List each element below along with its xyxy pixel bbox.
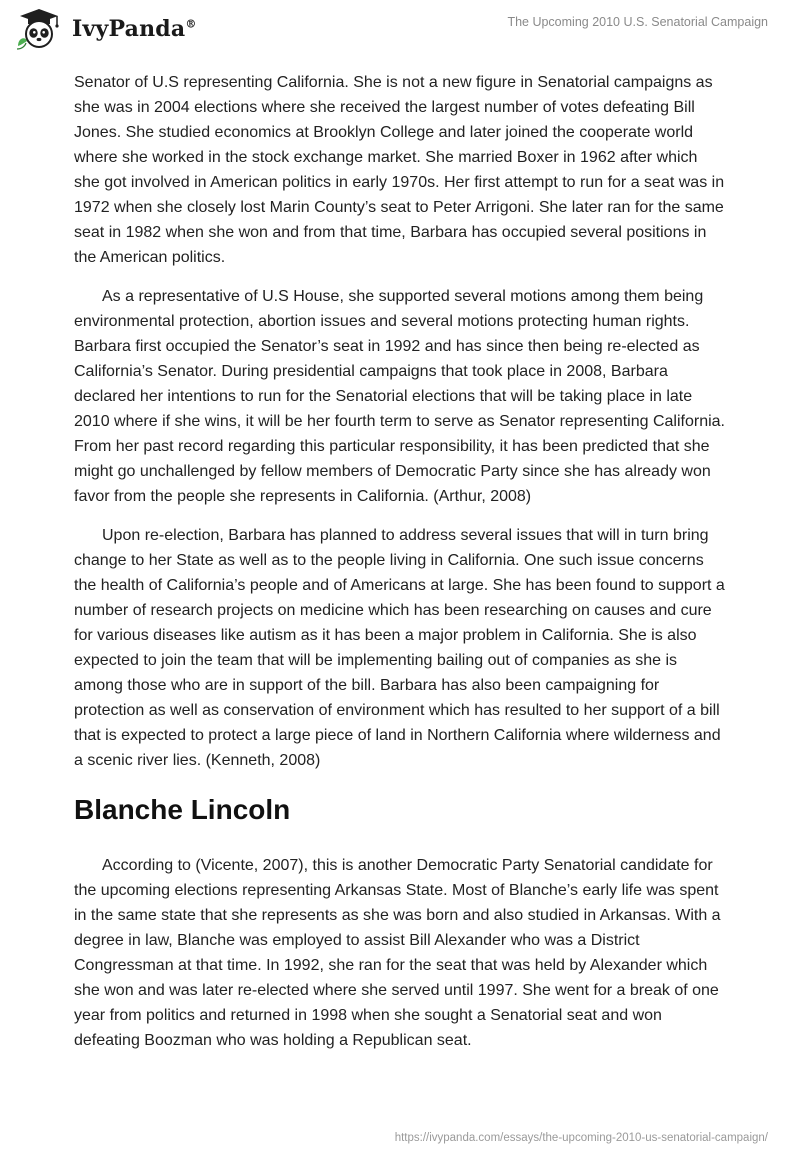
paragraph-1: Senator of U.S representing California. She is not a new figure in Senatorial campaigns as she was in 2004 elections where she received the largest number of votes defeating Bill Jones. She studied economics at Brooklyn College and later joined the cooperate world where she worked in the stock exchange market. She married Boxer in 1962 after which she got involved in American politics in early 1970s. Her first attempt to run for a seat was in 1972 when she closely lost Marin County’s seat to Peter Arrigoni. She later ran for the same seat in 1982 when she won and from that time, Barbara has occupied several positions in the American politics. — [74, 74, 725, 266]
brand-name — [72, 16, 197, 42]
paragraph-2: As a representative of U.S House, she supported several motions among them being environmental protection, abortion issues and several motions protecting human rights. Barbara first occupied the Senator’s seat in 1992 and has since then being re-elected as California’s Senator. During presidential campaigns that took place in 2008, Barbara declared her intentions to run for the Senatorial elections that will be taking place in late 2010 where if she wins, it will be her fourth term to serve as Senator representing California. From her past record regarding this particular responsibility, it has been predicted that she might go unchallenged by fellow members of Democratic Party since she has already won favor from the people she represents in California. (Arthur, 2008) — [74, 288, 725, 505]
paragraph-4: According to (Vicente, 2007), this is another Democratic Party Senatorial candidate for the upcoming elections representing Arkansas State. Most of Blanche’s early life was spent in the same state that she represents as she was born and also studied in Arkansas. With a degree in law, Blanche was employed to assist Bill Alexander who was a District Congressman at that time. In 1992, she ran for the seat that was held by Alexander which she won and was later re-elected where she served until 1997. She went for a break of one year from politics and returned in 1998 when she sought a Senatorial seat and won defeating Boozman who was holding a Republican seat. — [74, 857, 721, 1049]
brand-text: IvyPanda — [72, 16, 186, 42]
source-url[interactable]: https://ivypanda.com/essays/the-upcoming-2010-us-senatorial-campaign/ — [394, 1132, 768, 1144]
essay-content — [74, 70, 726, 1067]
paragraph-3: Upon re-election, Barbara has planned to address several issues that will in turn bring change to her State as well as to the people living in California. One such issue concerns the health of California’s people and of Americans at large. She has been found to support a number of research projects on medicine which has been researching on causes and cure for various diseases like autism as it has been a major problem in California. She is also expected to join the team that will be implementing bailing out of companies as she is among those who are in support of the bill. Barbara has also been campaigning for protection as well as conservation of environment which has resulted to her support of a bill that is expected to protect a large piece of land in Northern California where wilderness and a scenic river lies. (Kenneth, 2008) — [74, 527, 725, 769]
ivypanda-logo[interactable] — [14, 8, 197, 50]
page-header — [0, 0, 800, 60]
panda-mascot-icon — [14, 8, 64, 50]
section-heading: Blanche Lincoln — [74, 794, 291, 825]
document-title: The Upcoming 2010 U.S. Senatorial Campaign — [507, 15, 768, 29]
registered-mark: ® — [185, 17, 197, 31]
